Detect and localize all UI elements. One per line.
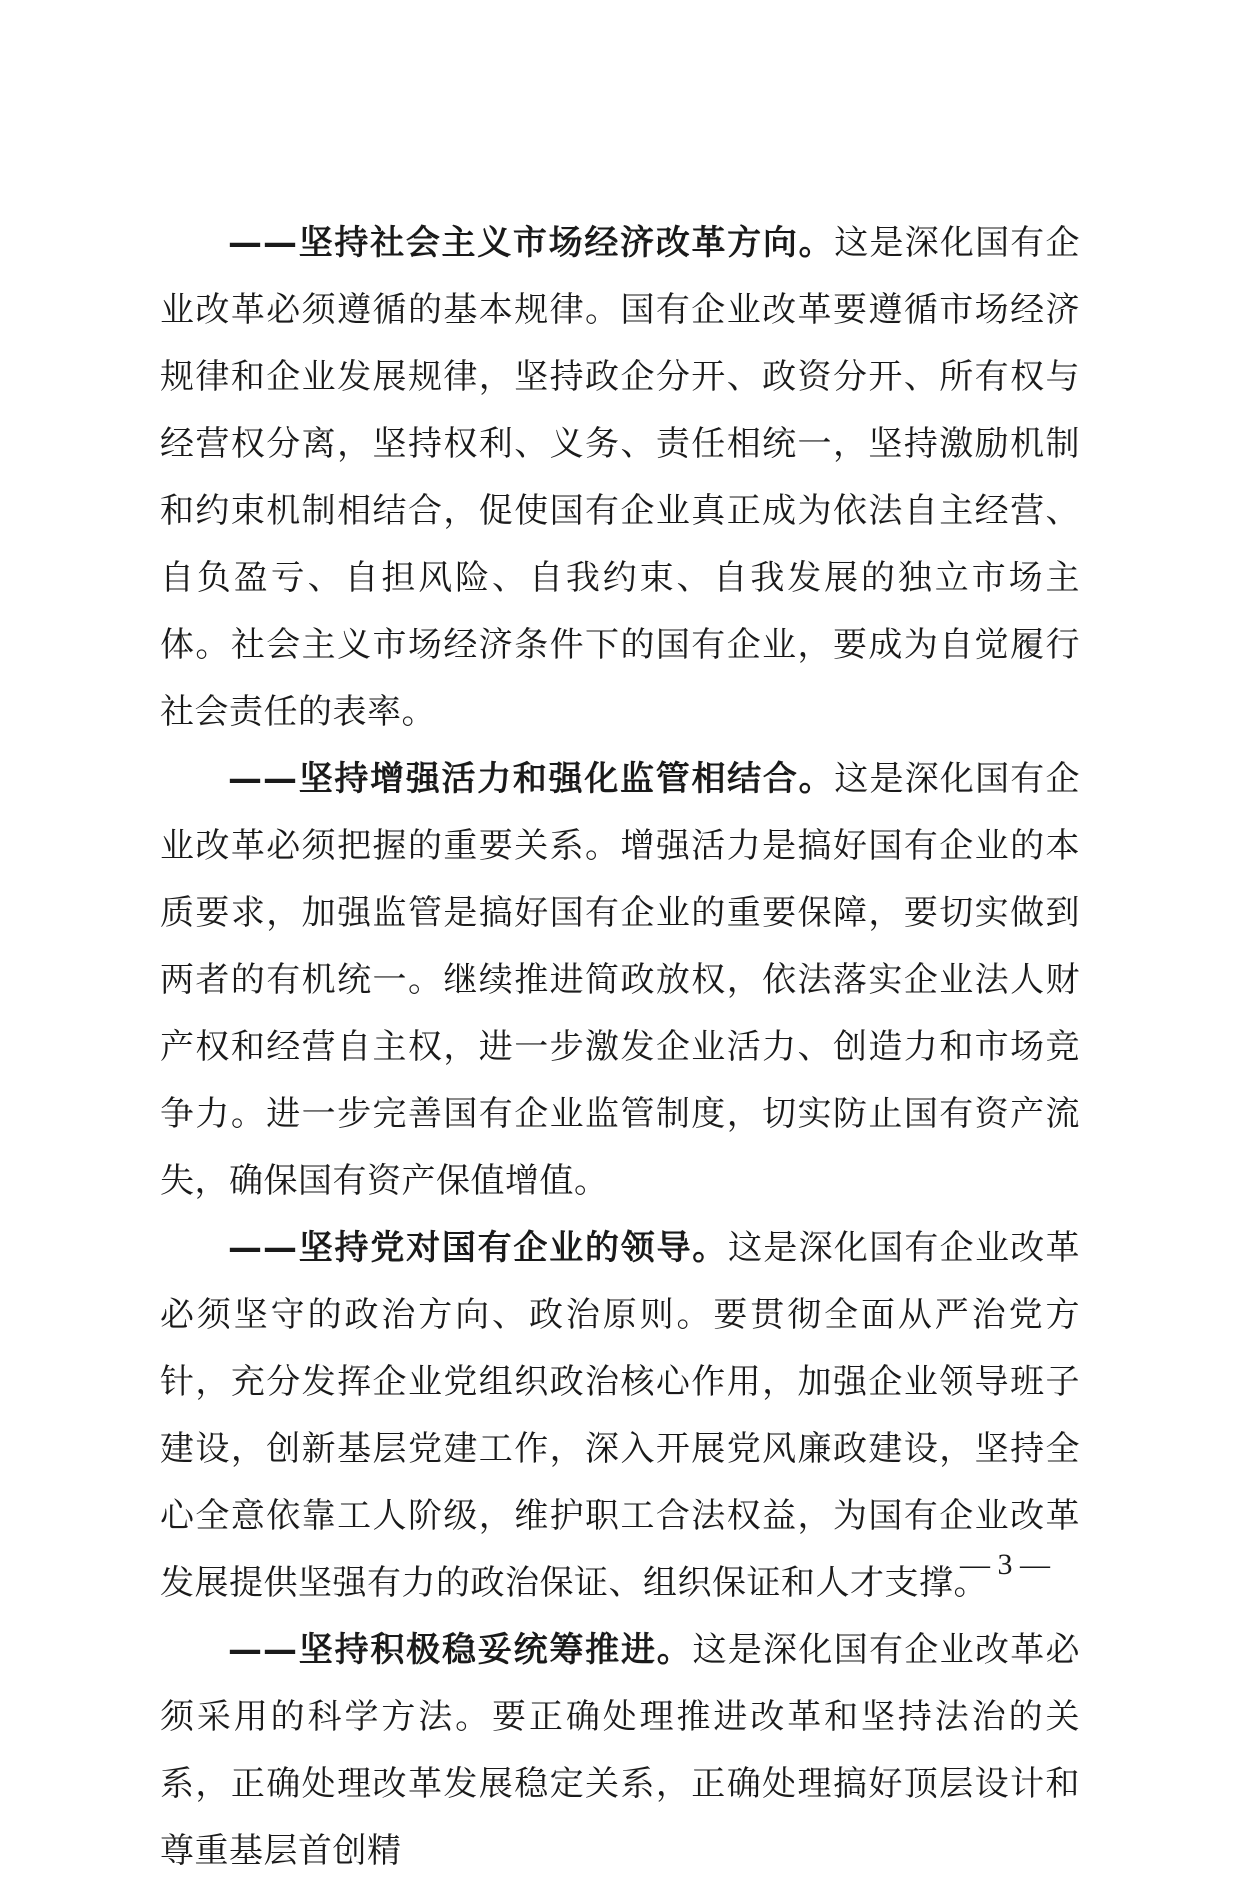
paragraph-party-leadership	[160, 1215, 1080, 1617]
paragraph-market-economy	[160, 210, 1080, 746]
paragraph-steady-progress	[160, 1617, 1080, 1885]
paragraph-text: 这是深化国有企业改革必须把握的重要关系。增强活力是搞好国有企业的本质要求，加强监管是搞好国有企业的重要保障，要切实做到两者的有机统一。继续推进简政放权，依法落实企业法人财产权和经营自主权，进一步激发企业活力、创造力和市场竞争力。进一步完善国有企业监管制度，切实防止国有资产流失，确保国有资产保值增值。	[160, 759, 1081, 1201]
document-body	[160, 210, 1080, 1885]
paragraph-heading: ——坚持积极稳妥统筹推进。	[228, 1630, 693, 1670]
paragraph-heading: ——坚持增强活力和强化监管相结合。	[228, 759, 835, 799]
paragraph-heading: ——坚持社会主义市场经济改革方向。	[228, 223, 835, 263]
paragraph-heading: ——坚持党对国有企业的领导。	[228, 1228, 729, 1268]
paragraph-vitality-supervision	[160, 746, 1080, 1215]
paragraph-text: 这是深化国有企业改革必须遵循的基本规律。国有企业改革要遵循市场经济规律和企业发展规律，坚持政企分开、政资分开、所有权与经营权分离，坚持权利、义务、责任相统一，坚持激励机制和约束机制相结合，促使国有企业真正成为依法自主经营、自负盈亏、自担风险、自我约束、自我发展的独立市场主体。社会主义市场经济条件下的国有企业，要成为自觉履行社会责任的表率。	[160, 223, 1081, 732]
paragraph-text: 这是深化国有企业改革必须采用的科学方法。要正确处理推进改革和坚持法治的关系，正确处理改革发展稳定关系，正确处理搞好顶层设计和尊重基层首创精	[160, 1630, 1081, 1871]
paragraph-text: 这是深化国有企业改革必须坚守的政治方向、政治原则。要贯彻全面从严治党方针，充分发挥企业党组织政治核心作用，加强企业领导班子建设，创新基层党建工作，深入开展党风廉政建设，坚持全心全意依靠工人阶级，维护职工合法权益，为国有企业改革发展提供坚强有力的政治保证、组织保证和人才支撑。	[160, 1228, 1081, 1603]
page-number: — 3 —	[960, 1548, 1050, 1581]
